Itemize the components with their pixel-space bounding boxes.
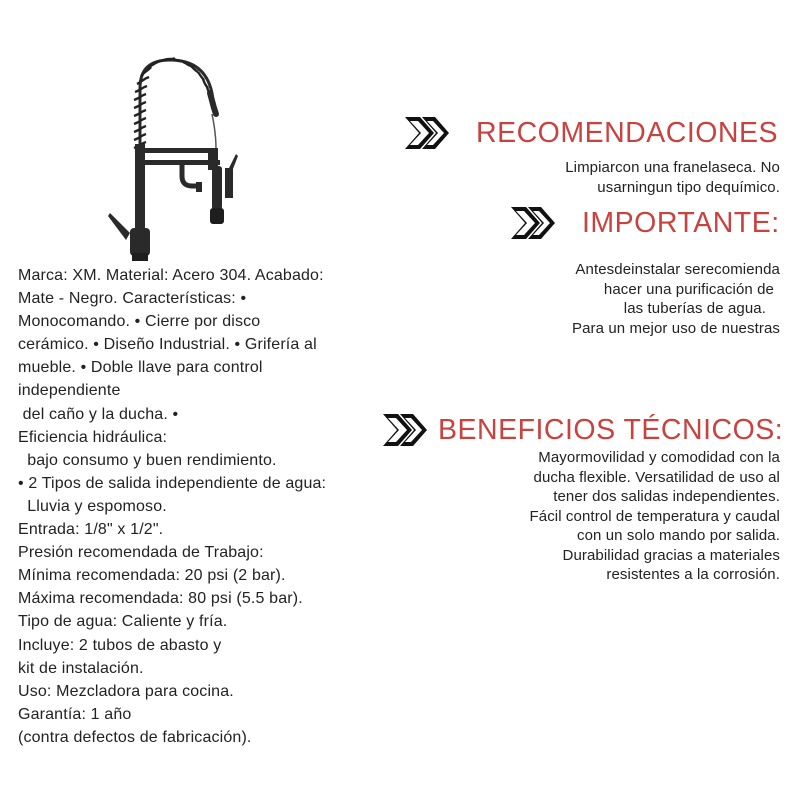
spec-line: del caño y la ducha. • (18, 405, 179, 423)
spec-line: Presión recomendada de Trabajo: (18, 544, 264, 562)
importante-line: Para un mejor uso de nuestras (571, 319, 780, 337)
beneficios-line: resistentes a la corrosión. (606, 566, 780, 583)
recomendaciones-line: usarningun tipo dequímico. (597, 178, 780, 196)
specifications-list (18, 264, 390, 749)
spec-line: Marca: XM. Material: Acero 304. Acabado: (18, 267, 324, 284)
recomendaciones-heading (402, 113, 778, 153)
spec-line: Monocomando. • Cierre por disco (18, 313, 261, 331)
beneficios-line: Mayormovilidad y comodidad con la (538, 449, 780, 466)
spec-line: independiente (18, 382, 121, 400)
beneficios-line: con un solo mando por salida. (576, 527, 780, 544)
spec-line: Incluye: 2 tubos de abasto y (18, 636, 222, 654)
spec-line: Uso: Mezcladora para cocina. (18, 682, 234, 700)
spec-line: cerámico. • Diseño Industrial. • Grifería al (18, 336, 317, 354)
spec-line: Tipo de agua: Caliente y fría. (18, 613, 228, 631)
faucet-icon (100, 48, 250, 270)
spec-line: Mínima recomendada: 20 psi (2 bar). (18, 567, 286, 585)
spec-line: kit de instalación. (18, 659, 144, 677)
beneficios-title: BENEFICIOS TÉCNICOS: (438, 413, 784, 446)
beneficios-heading (380, 410, 783, 450)
double-chevron-right-icon (508, 203, 558, 243)
double-chevron-right-icon (402, 113, 452, 153)
spec-line: • 2 Tipos de salida independiente de agua: (18, 474, 327, 492)
importante-line: Antesdeinstalar serecomienda (575, 261, 780, 278)
spec-line: (contra defectos de fabricación). (18, 728, 252, 746)
recomendaciones-text (565, 158, 780, 197)
spec-line: Eficiencia hidráulica: (18, 428, 168, 446)
recomendaciones-line: Limpiarcon una franelaseca. No (565, 159, 780, 176)
importante-title: IMPORTANTE: (582, 206, 780, 239)
spec-line: Garantía: 1 año (18, 705, 132, 723)
spec-line: Máxima recomendada: 80 psi (5.5 bar). (18, 590, 303, 608)
importante-line: las tuberías de agua. (623, 300, 766, 317)
importante-line: hacer una purificación de (603, 280, 774, 298)
beneficios-line: Fácil control de temperatura y caudal (529, 507, 780, 525)
importante-text (572, 260, 780, 338)
recomendaciones-title: RECOMENDACIONES (476, 116, 779, 149)
spec-line: bajo consumo y buen rendimiento. (18, 451, 277, 469)
spec-line: Mate - Negro. Características: • (18, 290, 247, 308)
faucet-image (100, 48, 250, 270)
spec-line: Entrada: 1/8" x 1/2". (18, 521, 164, 539)
beneficios-line: tener dos salidas independientes. (553, 488, 780, 505)
beneficios-line: Durabilidad gracias a materiales (562, 546, 780, 564)
beneficios-text (530, 448, 781, 585)
importante-heading (508, 203, 780, 243)
beneficios-line: ducha flexible. Versatilidad de uso al (533, 468, 780, 486)
double-chevron-right-icon (380, 410, 430, 450)
spec-line: Lluvia y espomoso. (18, 497, 167, 515)
spec-line: mueble. • Doble llave para control (18, 359, 263, 377)
